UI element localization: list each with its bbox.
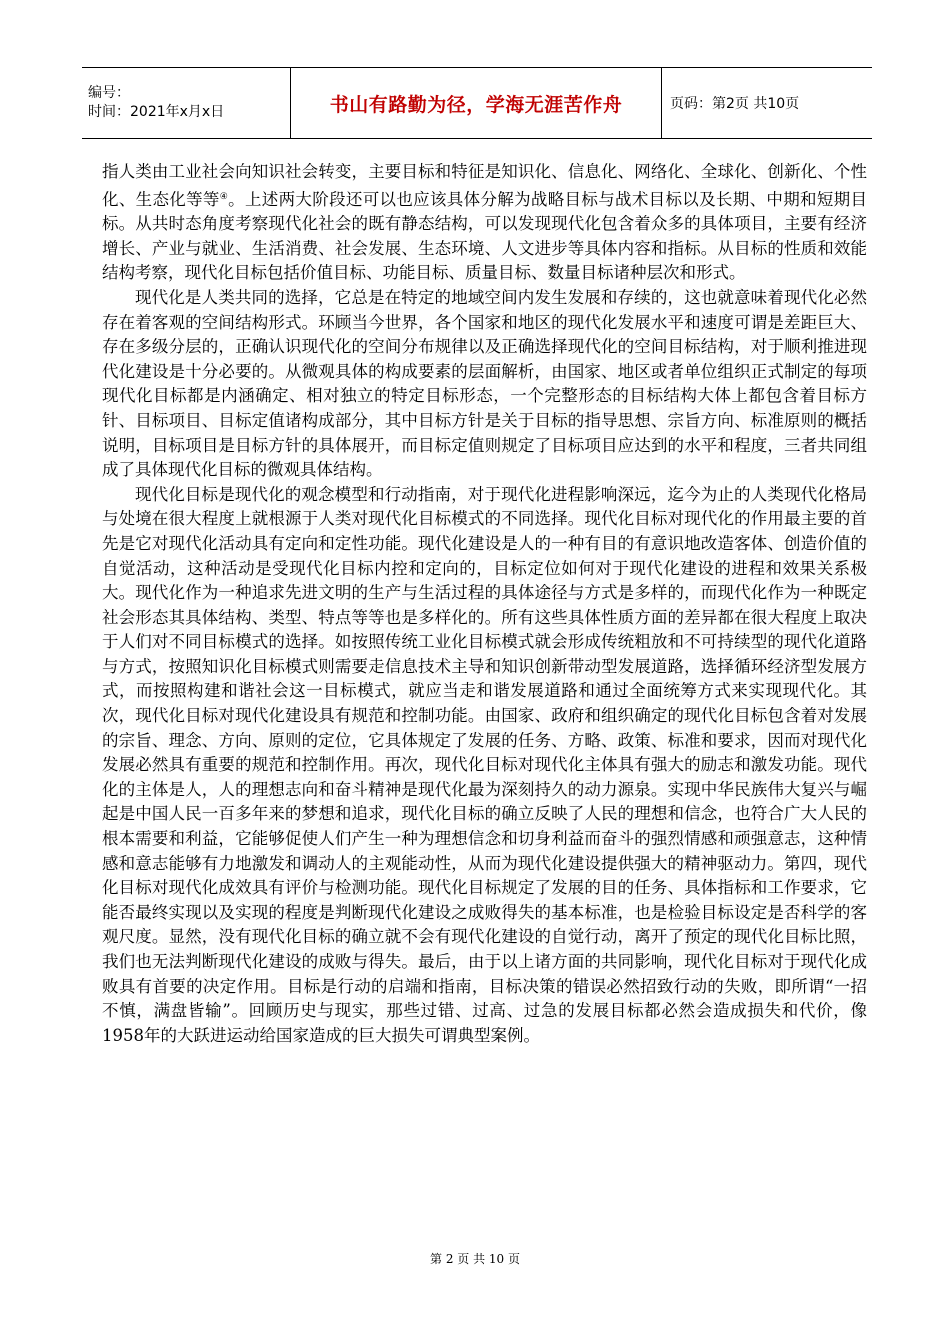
document-number-label: 编号： (88, 85, 130, 101)
footnote-marker: ④ (219, 191, 229, 202)
header-meta (82, 68, 291, 138)
paragraph-2: 现代化是人类共同的选择，它总是在特定的地域空间内发生发展和存续的，这也就意味着现代化必然存在着客观的空间结构形式。环顾当今世界，各个国家和地区的现代化发展水平和速度可谓是差距巨大、存在多级分层的，正确认识现代化的空间分布规律以及正确选择现代化的空间目标结构，对于顺利推进现代化建设是十分必要的。从微观具体的构成要素的层面解析，由国家、地区或者单位组织正式制定的每项现代化目标都是内涵确定、相对独立的特定目标形态，一个完整形态的目标结构大体上都包含着目标方针、目标项目、目标定值诸构成部分，其中目标方针是关于目标的指导思想、宗旨方向、标准原则的概括说明，目标项目是目标方针的具体展开，而目标定值则规定了目标项目应达到的水平和程度，三者共同组成了具体现代化目标的微观具体结构。 (102, 287, 867, 480)
document-time-label: 时间：2021年x月x日 (88, 104, 225, 120)
paragraph-1-text: 指人类由工业社会向知识社会转变，主要目标和特征是知识化、信息化、网络化、全球化、创新化、个性化、生态化等等 (102, 162, 867, 209)
page-header (82, 67, 872, 139)
document-body (102, 160, 867, 1048)
header-page-info: 页码：第2页 共10页 (670, 96, 800, 112)
paragraph-1 (102, 160, 867, 286)
header-motto: 书山有路勤为径，学海无涯苦作舟 (291, 68, 662, 138)
paragraph-3: 现代化目标是现代化的观念模型和行动指南，对于现代化进程影响深远，迄今为止的人类现代化格局与处境在很大程度上就根源于人类对现代化目标模式的不同选择。现代化目标对现代化的作用最主要的首先是它对现代化活动具有定向和定性功能。现代化建设是人的一种有目的有意识地改造客体、创造价值的自觉活动，这种活动是受现代化目标内控和定向的，目标定位如何对于现代化建设的进程和效果关系极大。现代化作为一种追求先进文明的生产与生活过程的具体途径与方式是多样的，而现代化作为一种既定社会形态其具体结构、类型、特点等等也是多样化的。所有这些具体性质方面的差异都在很大程度上取决于人们对不同目标模式的选择。如按照传统工业化目标模式就会形成传统粗放和不可持续型的现代化道路与方式，按照知识化目标模式则需要走信息技术主导和知识创新带动型发展道路，选择循环经济型发展方式，而按照构建和谐社会这一目标模式，就应当走和谐发展道路和通过全面统筹方式来实现现代化。其次，现代化目标对现代化建设具有规范和控制功能。由国家、政府和组织确定的现代化目标包含着对发展的宗旨、理念、方向、原则的定位，它具体规定了发展的任务、方略、政策、标准和要求，因而对现代化发展必然具有重要的规范和控制作用。再次，现代化目标对现代化主体具有强大的励志和激发功能。现代化的主体是人，人的理想志向和奋斗精神是现代化最为深刻持久的动力源泉。实现中华民族伟大复兴与崛起是中国人民一百多年来的梦想和追求，现代化目标的确立反映了人民的理想和信念，也符合广大人民的根本需要和利益，它能够促使人们产生一种为理想信念和切身利益而奋斗的强烈情感和顽强意志，这种情感和意志能够有力地激发和调动人的主观能动性，从而为现代化建设提供强大的精神驱动力。第四，现代化目标对现代化成效具有评价与检测功能。现代化目标规定了发展的目的任务、具体指标和工作要求，它能否最终实现以及实现的程度是判断现代化建设之成败得失的基本标准，也是检验目标设定是否科学的客观尺度。显然，没有现代化目标的确立就不会有现代化建设的自觉行动，离开了预定的现代化目标比照，我们也无法判断现代化建设的成败与得失。最后，由于以上诸方面的共同影响，现代化目标对于现代化成败具有首要的决定作用。目标是行动的启端和指南，目标决策的错误必然招致行动的失败，即所谓“一招不慎，满盘皆输”。回顾历史与现实，那些过错、过高、过急的发展目标都必然会造成损失和代价，像1958年的大跃进运动给国家造成的巨大损失可谓典型案例。 (102, 484, 867, 1045)
page-footer: 第 2 页 共 10 页 (430, 1252, 520, 1266)
paragraph-1-text-continued: 。上述两大阶段还可以也应该具体分解为战略目标与战术目标以及长期、中期和短期目标。从共时态角度考察现代化社会的既有静态结构，可以发现现代化包含着众多的具体项目，主要有经济增长、产业与就业、生活消费、社会发展、生态环境、人文进步等具体内容和指标。从目标的性质和效能结构考察，现代化目标包括价值目标、功能目标、质量目标、数量目标诸种层次和形式。 (102, 189, 867, 283)
